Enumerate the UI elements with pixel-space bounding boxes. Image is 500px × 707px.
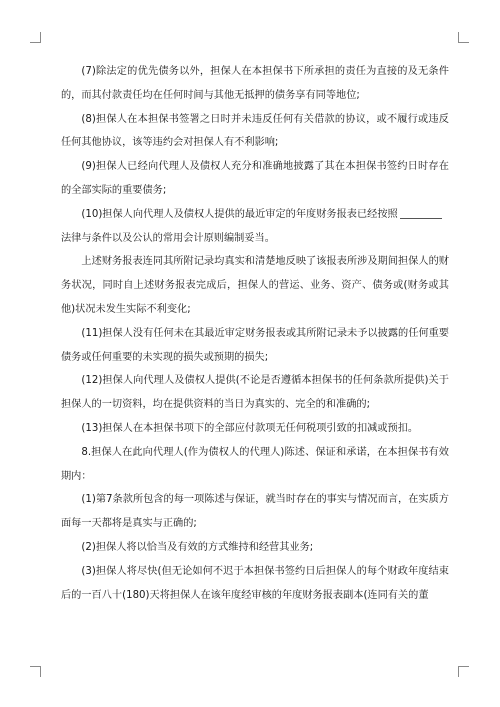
paragraph-continuation: 法律与条件以及公认的常用会计原则编制妥当。 [61,232,275,244]
document-body [61,60,449,607]
paragraph: 上述财务报表连同其所附记录均真实和清楚地反映了该报表所涉及期间担保人的财务状况，同时自上述财务报表完成后，担保人的营运、业务、资产、债务或(财务或其他)状况未发生实际不利变化; [61,256,449,315]
paragraph: (1)第7条款所包含的每一项陈述与保证，就当时存在的事实与情况而言，在实质方面每一天都将是真实与正确的; [61,494,449,530]
paragraph: (7)除法定的优先债务以外，担保人在本担保书下所承担的责任为直接的及无条件的，而其付款责任均在任何时间与其他无抵押的债务享有同等地位; [61,66,449,101]
fill-in-blank-line [400,206,442,219]
paragraph: (11)担保人没有任何未在其最近审定财务报表或其所附记录未予以披露的任何重要债务或任何重要的未实现的损失或预期的损失; [61,327,449,363]
paragraph-with-blank [61,203,449,227]
paragraph: (13)担保人在本担保书项下的全部应付款项无任何税项引致的扣减或预扣。 [81,422,419,434]
paragraph: (9)担保人已经向代理人及债权人充分和准确地披露了其在本担保书签约日时存在的全部实际的重要债务; [61,161,449,196]
paragraph-text: (10)担保人向代理人及债权人提供的最近审定的年度财务报表已经按照 [81,208,398,220]
paragraph: 8.担保人在此向代理人(作为债权人的代理人)陈述、保证和承诺，在本担保书有效期内： [61,446,449,482]
paragraph: (8)担保人在本担保书签署之日时并未违反任何有关借款的协议，或不履行或违反任何其他协议，该等违约会对担保人有不利影响; [61,113,449,149]
paragraph: (3)担保人将尽快(但无论如何不迟于本担保书签约日后担保人的每个财政年度结束后的一百八十(180)天将担保人在该年度经审核的年度财务报表副本(连同有关的董 [61,565,449,601]
crop-mark-top-right [458,32,469,43]
crop-mark-top-left [30,32,41,43]
paragraph: (12)担保人向代理人及债权人提供(不论是否遵循本担保书的任何条款所提供)关于担保人的一切资料，均在提供资料的当日为真实的、完全的和准确的; [61,375,449,411]
crop-mark-bottom-left [30,666,41,677]
crop-mark-bottom-right [458,666,469,677]
paragraph: (2)担保人将以恰当及有效的方式维持和经营其业务; [81,541,314,553]
